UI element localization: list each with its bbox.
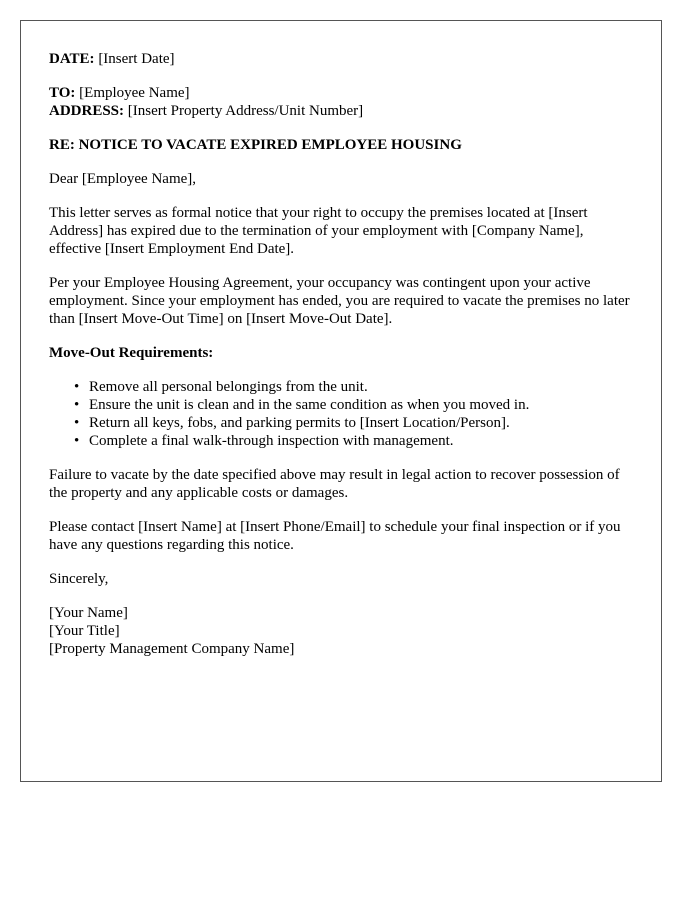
bullet-icon: • bbox=[74, 433, 80, 449]
bullet-icon: • bbox=[74, 379, 80, 395]
subject-line: RE: NOTICE TO VACATE EXPIRED EMPLOYEE HOUSING bbox=[49, 137, 462, 153]
list-item bbox=[74, 432, 633, 450]
paragraph-notice: This letter serves as formal notice that your right to occupy the premises located at [Insert Address] has expired due to the termination of your employment with [Company Name], effective [Insert Employment End Date]. bbox=[49, 205, 588, 257]
signature-name: [Your Name] bbox=[49, 605, 128, 621]
requirement-text: Complete a final walk-through inspection with management. bbox=[89, 433, 454, 449]
closing: Sincerely, bbox=[49, 571, 109, 587]
letter-document bbox=[20, 20, 662, 782]
to-label: TO: bbox=[49, 85, 76, 101]
date-label: DATE: bbox=[49, 51, 95, 67]
list-item bbox=[74, 378, 633, 396]
paragraph-agreement: Per your Employee Housing Agreement, your occupancy was contingent upon your active employment. Since your employment has ended, you are required to vacate the premises no later than [Insert Move-Out Time] on [Insert Move-Out Date]. bbox=[49, 275, 630, 327]
signature-company: [Property Management Company Name] bbox=[49, 641, 295, 657]
paragraph-consequences: Failure to vacate by the date specified above may result in legal action to recover possession of the property and any applicable costs or damages. bbox=[49, 467, 620, 501]
signature-title: [Your Title] bbox=[49, 623, 120, 639]
date-value: [Insert Date] bbox=[98, 51, 175, 67]
requirements-list bbox=[49, 378, 633, 450]
requirement-text: Return all keys, fobs, and parking permits to [Insert Location/Person]. bbox=[89, 415, 510, 431]
to-value: [Employee Name] bbox=[79, 85, 190, 101]
address-label: ADDRESS: bbox=[49, 103, 125, 119]
address-line bbox=[49, 102, 633, 120]
recipient-line bbox=[49, 84, 633, 102]
bullet-icon: • bbox=[74, 415, 80, 431]
requirement-text: Remove all personal belongings from the unit. bbox=[89, 379, 368, 395]
address-value: [Insert Property Address/Unit Number] bbox=[127, 103, 364, 119]
signature-block bbox=[49, 604, 633, 658]
requirement-text: Ensure the unit is clean and in the same condition as when you moved in. bbox=[89, 397, 530, 413]
salutation: Dear [Employee Name], bbox=[49, 171, 197, 187]
bullet-icon: • bbox=[74, 397, 80, 413]
paragraph-contact: Please contact [Insert Name] at [Insert Phone/Email] to schedule your final inspection or if you have any questions regarding this notice. bbox=[49, 519, 621, 553]
requirements-heading: Move-Out Requirements: bbox=[49, 345, 214, 361]
list-item bbox=[74, 396, 633, 414]
list-item bbox=[74, 414, 633, 432]
date-line bbox=[49, 50, 633, 68]
